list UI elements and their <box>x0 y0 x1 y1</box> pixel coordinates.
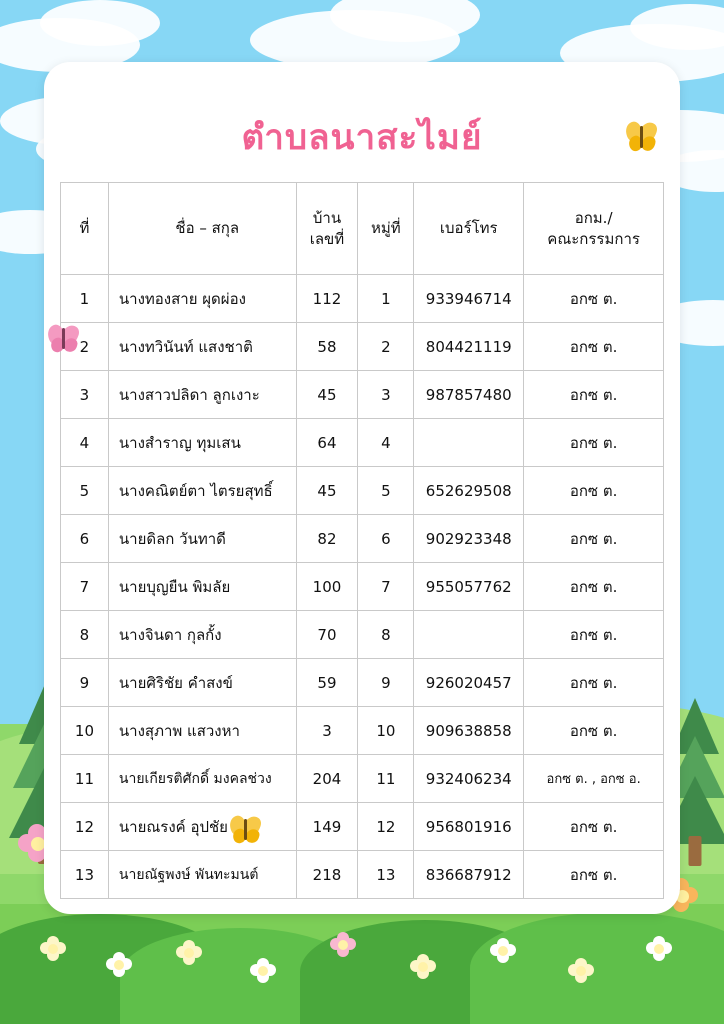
cell-no: 6 <box>61 515 109 563</box>
table-row <box>61 371 664 419</box>
cell-no: 8 <box>61 611 109 659</box>
table-row <box>61 611 664 659</box>
cell-moo: 9 <box>358 659 414 707</box>
cell-house: 3 <box>296 707 358 755</box>
table-row <box>61 707 664 755</box>
table-row <box>61 563 664 611</box>
cell-house: 59 <box>296 659 358 707</box>
page-title: ตำบลนาสะไมย์ <box>241 118 483 158</box>
cell-no: 7 <box>61 563 109 611</box>
cell-phone: 987857480 <box>414 371 524 419</box>
cell-moo: 1 <box>358 275 414 323</box>
cell-house: 64 <box>296 419 358 467</box>
butterfly-icon <box>230 816 274 850</box>
cell-name: นางจินดา กุลกั้ง <box>108 611 296 659</box>
cell-phone: 926020457 <box>414 659 524 707</box>
cell-moo: 2 <box>358 323 414 371</box>
cell-house: 70 <box>296 611 358 659</box>
cell-name: นางทวินันท์ แสงชาติ <box>108 323 296 371</box>
cell-role: อกซ ต. <box>524 275 664 323</box>
header-role <box>524 183 664 275</box>
cell-moo: 5 <box>358 467 414 515</box>
cell-name: นายณัฐพงษ์ พันทะมนต์ <box>108 851 296 899</box>
cell-role: อกซ ต. <box>524 563 664 611</box>
flower-decoration <box>40 936 66 962</box>
cell-name: นางสำราญ ทุมเสน <box>108 419 296 467</box>
cell-phone: 836687912 <box>414 851 524 899</box>
cell-house: 45 <box>296 371 358 419</box>
flower-decoration <box>330 932 356 958</box>
cell-house: 100 <box>296 563 358 611</box>
cell-role: อกซ ต. <box>524 707 664 755</box>
cell-phone: 933946714 <box>414 275 524 323</box>
cell-no: 9 <box>61 659 109 707</box>
flower-decoration <box>106 952 132 978</box>
cell-house: 149 <box>296 803 358 851</box>
cell-role: อกซ ต. , อกซ อ. <box>524 755 664 803</box>
table-row <box>61 467 664 515</box>
cell-moo: 7 <box>358 563 414 611</box>
table-header <box>61 183 664 275</box>
committee-table-wrapper <box>60 182 664 899</box>
flower-decoration <box>646 936 672 962</box>
cell-no: 12 <box>61 803 109 851</box>
cell-role: อกซ ต. <box>524 611 664 659</box>
table-row <box>61 419 664 467</box>
cell-house: 218 <box>296 851 358 899</box>
table-row <box>61 275 664 323</box>
cell-phone: 956801916 <box>414 803 524 851</box>
table-row <box>61 803 664 851</box>
cell-no: 4 <box>61 419 109 467</box>
flower-decoration <box>176 940 202 966</box>
cell-role: อกซ ต. <box>524 803 664 851</box>
table-row <box>61 323 664 371</box>
cell-name: นางสาวปลิดา ลูกเงาะ <box>108 371 296 419</box>
cell-role: อกซ ต. <box>524 323 664 371</box>
table-body <box>61 275 664 899</box>
table-row <box>61 755 664 803</box>
cell-phone: 932406234 <box>414 755 524 803</box>
cell-role: อกซ ต. <box>524 515 664 563</box>
header-no: ที่ <box>61 183 109 275</box>
cell-role: อกซ ต. <box>524 467 664 515</box>
butterfly-icon <box>48 325 92 359</box>
cell-name: นายดิลก วันทาดี <box>108 515 296 563</box>
cell-no: 2 <box>61 323 109 371</box>
cell-house: 58 <box>296 323 358 371</box>
cell-phone: 804421119 <box>414 323 524 371</box>
committee-table <box>60 182 664 899</box>
header-house-line2: เลขที่ <box>309 229 345 248</box>
cell-name: นางสุภาพ แสวงหา <box>108 707 296 755</box>
cell-no: 13 <box>61 851 109 899</box>
cell-name: นายณรงค์ อุปชัย <box>108 803 296 851</box>
document-card <box>44 62 680 914</box>
cell-phone <box>414 611 524 659</box>
cell-role: อกซ ต. <box>524 419 664 467</box>
cell-name: นายศิริชัย คำสงข์ <box>108 659 296 707</box>
bush <box>470 912 724 1024</box>
cell-no: 3 <box>61 371 109 419</box>
cell-role: อกซ ต. <box>524 371 664 419</box>
cell-moo: 3 <box>358 371 414 419</box>
cell-no: 10 <box>61 707 109 755</box>
cell-name: นายบุญยืน พิมลัย <box>108 563 296 611</box>
header-house <box>296 183 358 275</box>
cell-house: 82 <box>296 515 358 563</box>
cell-name: นายเกียรติศักดิ์ มงคลช่วง <box>108 755 296 803</box>
header-house-line1: บ้าน <box>312 209 342 228</box>
cell-moo: 11 <box>358 755 414 803</box>
cell-phone: 955057762 <box>414 563 524 611</box>
cell-no: 5 <box>61 467 109 515</box>
cell-phone: 909638858 <box>414 707 524 755</box>
flower-decoration <box>490 938 516 964</box>
cell-name: นางคณิตย์ตา ไตรยสุทธิ์ <box>108 467 296 515</box>
cell-no: 11 <box>61 755 109 803</box>
table-row <box>61 851 664 899</box>
cell-house: 204 <box>296 755 358 803</box>
header-phone: เบอร์โทร <box>414 183 524 275</box>
header-moo: หมู่ที่ <box>358 183 414 275</box>
cell-moo: 6 <box>358 515 414 563</box>
table-row <box>61 659 664 707</box>
cell-name: นางทองสาย ผุดผ่อง <box>108 275 296 323</box>
flower-decoration <box>568 958 594 984</box>
table-header-row <box>61 183 664 275</box>
cell-house: 45 <box>296 467 358 515</box>
cell-house: 112 <box>296 275 358 323</box>
cell-role: อกซ ต. <box>524 851 664 899</box>
cloud-decoration <box>40 0 160 46</box>
butterfly-icon <box>626 122 670 158</box>
header-role-line2: คณะกรรมการ <box>547 229 640 248</box>
flower-decoration <box>250 958 276 984</box>
flower-decoration <box>410 954 436 980</box>
header-role-line1: อกม./ <box>574 209 613 228</box>
cell-phone: 902923348 <box>414 515 524 563</box>
cell-role: อกซ ต. <box>524 659 664 707</box>
cell-moo: 10 <box>358 707 414 755</box>
cell-moo: 12 <box>358 803 414 851</box>
cell-phone: 652629508 <box>414 467 524 515</box>
cell-moo: 8 <box>358 611 414 659</box>
cell-moo: 4 <box>358 419 414 467</box>
cell-moo: 13 <box>358 851 414 899</box>
table-row <box>61 515 664 563</box>
cell-no: 1 <box>61 275 109 323</box>
header-name: ชื่อ – สกุล <box>108 183 296 275</box>
cell-phone <box>414 419 524 467</box>
